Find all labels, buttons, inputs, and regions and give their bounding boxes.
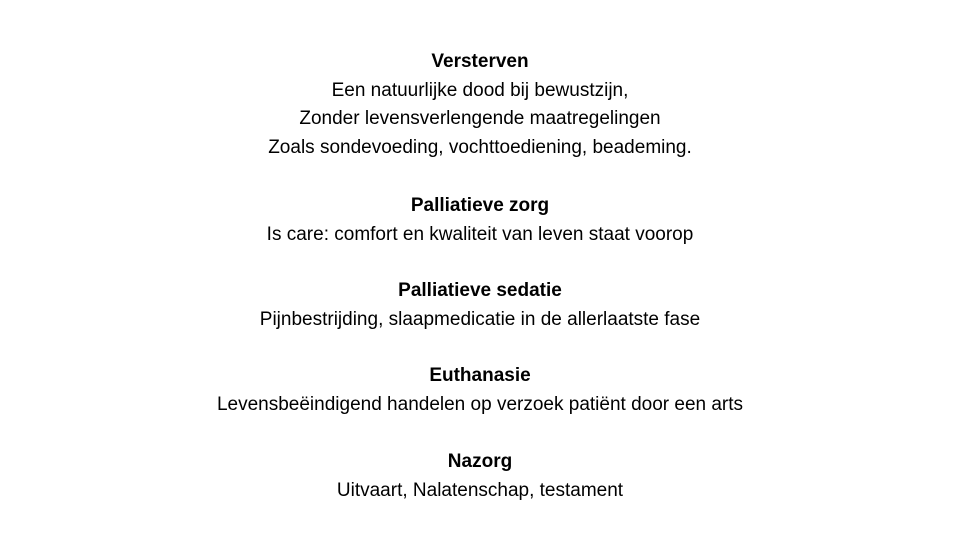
- section-palliatieve-zorg: [0, 192, 960, 249]
- section-palliatieve-sedatie: [0, 277, 960, 334]
- section-text-line: Pijnbestrijding, slaapmedicatie in de allerlaatste fase: [259, 308, 701, 330]
- section-heading: Palliatieve sedatie: [398, 280, 562, 301]
- section-heading: Nazorg: [447, 451, 513, 472]
- section-text-line: Een natuurlijke dood bij bewustzijn,: [331, 79, 629, 101]
- section-text-line: Zonder levensverlengende maatregelingen: [299, 108, 661, 129]
- section-nazorg: [0, 448, 960, 505]
- section-euthanasie: [0, 362, 960, 419]
- section-text-line: Levensbeëindigend handelen op verzoek patiënt door een arts: [216, 393, 744, 415]
- section-heading: Euthanasie: [429, 365, 531, 386]
- section-text-line: Zoals sondevoeding, vochttoediening, beademing.: [268, 136, 692, 158]
- section-versterven: [0, 48, 960, 162]
- section-text-line: Uitvaart, Nalatenschap, testament: [336, 479, 624, 501]
- section-heading: Versterven: [431, 51, 529, 72]
- section-heading: Palliatieve zorg: [410, 195, 550, 216]
- section-text-line: Is care: comfort en kwaliteit van leven staat voorop: [266, 223, 694, 245]
